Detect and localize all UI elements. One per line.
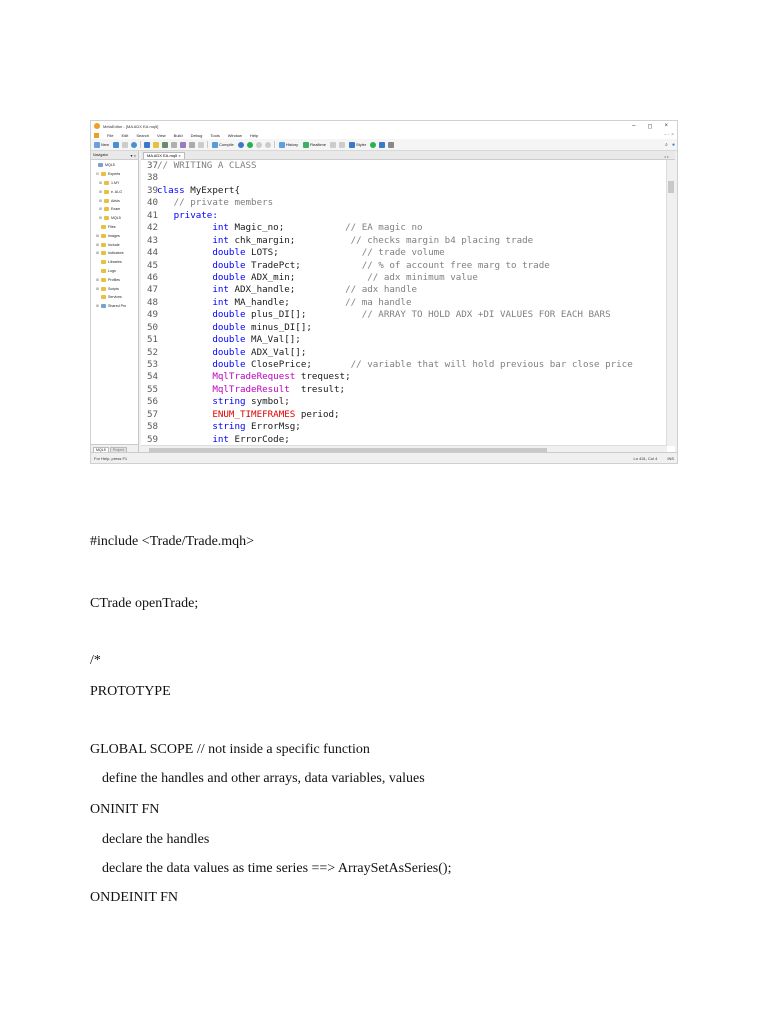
close-icon[interactable]: × xyxy=(664,122,668,129)
code-line[interactable] xyxy=(141,272,667,284)
code-line[interactable] xyxy=(141,396,667,408)
code-text xyxy=(157,322,312,334)
menu-file[interactable]: File xyxy=(107,132,114,138)
folder-icon xyxy=(101,260,106,264)
code-token: MyExpert{ xyxy=(190,184,240,196)
new-button[interactable] xyxy=(93,142,110,148)
line-number: 39 xyxy=(147,184,159,196)
folder-icon xyxy=(101,172,106,176)
file-tab-label: MA ADX EA.mq5 xyxy=(147,153,178,158)
navigator-item[interactable] xyxy=(93,275,138,284)
styler-label: Styler xyxy=(355,142,367,147)
history-label: History xyxy=(285,142,299,147)
tab-project[interactable]: Project xyxy=(110,447,127,453)
realtime-label: Realtime xyxy=(310,142,326,147)
code-token: MqlTradeResult xyxy=(157,383,301,395)
code-token: double xyxy=(157,334,252,346)
stop-icon[interactable] xyxy=(265,142,271,148)
code-area[interactable] xyxy=(141,160,667,446)
metaeditor-screenshot xyxy=(90,120,678,464)
navigator-item[interactable] xyxy=(93,187,138,196)
code-token: // ARRAY TO HOLD ADX +DI VALUES FOR EACH BARS xyxy=(361,309,611,321)
expand-icon[interactable]: ⊞ xyxy=(96,242,99,247)
code-token: LOTS; xyxy=(251,247,362,259)
code-token: Magic_no; xyxy=(234,222,346,234)
line-number: 53 xyxy=(147,359,159,370)
doc-include-line: #include <Trade/Trade.mqh> xyxy=(90,534,255,549)
expand-icon[interactable]: ⊞ xyxy=(96,304,99,309)
code-text xyxy=(157,297,411,309)
forward-icon[interactable] xyxy=(198,142,204,148)
navigator-item-label: Scripts xyxy=(108,286,119,291)
status-mode: INS xyxy=(667,455,674,461)
code-line[interactable] xyxy=(141,160,667,172)
code-line[interactable] xyxy=(141,284,667,296)
line-number: 47 xyxy=(147,284,159,296)
styler-button[interactable] xyxy=(348,142,367,148)
pin-icon[interactable]: ▾ × xyxy=(130,152,136,158)
code-line[interactable] xyxy=(141,222,667,234)
expand-icon[interactable]: ⊞ xyxy=(99,180,102,185)
line-number: 37 xyxy=(147,160,159,171)
line-number: 43 xyxy=(147,234,159,246)
code-text xyxy=(157,222,423,234)
line-number: 50 xyxy=(147,321,159,333)
code-token: // WRITING A CLASS xyxy=(157,160,257,171)
navigator-item[interactable] xyxy=(93,179,138,188)
line-number: 51 xyxy=(147,334,159,346)
navigator-item[interactable] xyxy=(93,170,138,179)
toolbar-divider xyxy=(207,141,208,148)
code-line[interactable] xyxy=(141,359,667,371)
styler-icon xyxy=(349,142,355,148)
toolbar-divider xyxy=(140,141,141,148)
code-token: double xyxy=(157,271,252,283)
doc-oninit-detail-1: declare the handles xyxy=(102,832,210,847)
menu-search[interactable]: Search xyxy=(136,132,150,138)
tab-mql5[interactable]: MQL5 xyxy=(93,447,109,453)
code-token: // ma handle xyxy=(345,296,412,308)
menu-debug[interactable]: Debug xyxy=(190,132,203,138)
code-token: // checks margin b4 placing trade xyxy=(350,234,534,246)
check-icon[interactable] xyxy=(370,142,376,148)
view-icon[interactable] xyxy=(162,142,168,148)
folder-icon xyxy=(104,190,109,194)
line-number: 44 xyxy=(147,247,159,259)
line-number: 59 xyxy=(147,433,159,445)
menu-edit[interactable]: Edit xyxy=(121,132,129,138)
code-text xyxy=(157,197,273,209)
line-number: 46 xyxy=(147,271,159,283)
code-token: chk_margin; xyxy=(234,234,351,246)
vertical-scrollbar[interactable] xyxy=(666,160,675,446)
code-token: int xyxy=(157,222,235,234)
code-text xyxy=(157,409,340,421)
doc-oninit-detail-2: declare the data values as time series ==> ArraySetAsSeries(); xyxy=(102,861,452,876)
status-help-text: For Help, press F1 xyxy=(94,455,128,461)
code-line[interactable] xyxy=(141,334,667,346)
code-token: ADX_handle; xyxy=(234,284,346,296)
calculator-icon[interactable] xyxy=(379,142,385,148)
save-icon[interactable] xyxy=(122,142,128,148)
navigator-item[interactable] xyxy=(93,240,138,249)
line-number: 45 xyxy=(147,259,159,271)
code-text xyxy=(157,347,306,359)
vertical-scroll-thumb[interactable] xyxy=(668,181,674,193)
folder-icon xyxy=(98,163,103,167)
navigator-item[interactable] xyxy=(93,267,138,276)
font-icon[interactable] xyxy=(171,142,177,148)
doc-global-scope-detail: define the handles and other arrays, data variables, values xyxy=(102,771,425,786)
new-label: New xyxy=(101,142,110,147)
code-token: int xyxy=(157,284,235,296)
code-line[interactable] xyxy=(141,421,667,433)
code-token: double xyxy=(157,359,252,370)
code-token: private: xyxy=(157,209,218,221)
doc-prototype-heading: PROTOTYPE xyxy=(90,684,171,699)
code-token: TradePct; xyxy=(251,259,362,271)
settings-icon[interactable] xyxy=(388,142,394,148)
navigator-item-label: Exam xyxy=(111,207,121,212)
code-text xyxy=(157,247,445,259)
doc-comment-open: /* xyxy=(90,653,101,668)
folder-icon xyxy=(101,225,106,229)
editor-tab-controls[interactable]: ◂ ▸ xyxy=(663,154,669,159)
code-token: // adx minimum value xyxy=(367,271,478,283)
code-line[interactable] xyxy=(141,197,667,209)
code-token: plus_DI[]; xyxy=(251,309,362,321)
code-token: ErrorMsg; xyxy=(251,421,301,433)
code-line[interactable] xyxy=(141,384,667,396)
code-line[interactable] xyxy=(141,347,667,359)
navigator-item-label: Indicators xyxy=(108,251,124,256)
code-token: minus_DI[]; xyxy=(251,321,312,333)
line-number: 58 xyxy=(147,421,159,433)
navigator-item[interactable] xyxy=(93,249,138,258)
navigator-item-label: Files xyxy=(108,224,116,229)
code-token: // adx handle xyxy=(345,284,418,296)
navigator-item[interactable] xyxy=(93,284,138,293)
editor-tabs xyxy=(141,151,675,160)
expand-icon[interactable]: ⊞ xyxy=(99,198,102,203)
code-token: string xyxy=(157,421,252,433)
toolbox-toggle-icon[interactable] xyxy=(153,142,159,148)
navigator-item-label: 1.MY xyxy=(111,180,120,185)
code-line[interactable] xyxy=(141,409,667,421)
navigator-item-label: MQL5 xyxy=(111,216,121,221)
realtime-icon xyxy=(303,142,309,148)
code-token: double xyxy=(157,321,252,333)
expand-icon[interactable]: ⊞ xyxy=(96,277,99,282)
code-token: int xyxy=(157,234,235,246)
code-token: ADX_min; xyxy=(251,271,368,283)
code-token: MA_handle; xyxy=(234,296,346,308)
navigator-item-label: Logs xyxy=(108,268,116,273)
code-text xyxy=(157,371,351,383)
code-token: MA_Val[]; xyxy=(251,334,301,346)
folder-icon xyxy=(101,234,106,238)
code-token: // EA magic no xyxy=(345,222,423,234)
navigator-item-label: Shared Pro xyxy=(108,304,127,309)
code-text xyxy=(157,272,478,284)
code-token: // trade volume xyxy=(361,247,445,259)
code-text xyxy=(157,309,611,321)
expand-icon[interactable]: ⊞ xyxy=(96,233,99,238)
code-text xyxy=(157,235,533,247)
code-line[interactable] xyxy=(141,322,667,334)
navigator-item-label: Experts xyxy=(108,172,121,177)
code-text xyxy=(157,396,290,408)
code-token: ENUM_TIMEFRAMES xyxy=(157,408,301,420)
code-text xyxy=(157,160,257,172)
folder-icon xyxy=(104,207,109,211)
navigator-item-label: Libraries xyxy=(108,260,122,265)
code-line[interactable] xyxy=(141,247,667,259)
code-text xyxy=(157,185,240,197)
maximize-icon[interactable]: ◻ xyxy=(647,123,653,130)
code-line[interactable] xyxy=(141,297,667,309)
profile-icon[interactable] xyxy=(330,142,336,148)
code-line[interactable] xyxy=(141,210,667,222)
code-token: ADX_Val[]; xyxy=(251,346,307,358)
line-number: 57 xyxy=(147,408,159,420)
search-icon[interactable]: ⌕ xyxy=(665,141,668,148)
realtime-button[interactable] xyxy=(302,142,327,148)
expand-icon[interactable]: ⊞ xyxy=(99,216,102,221)
code-line[interactable] xyxy=(141,309,667,321)
folder-icon xyxy=(101,304,106,308)
code-line[interactable] xyxy=(141,185,667,197)
code-token: int xyxy=(157,433,235,445)
expand-icon[interactable]: ⊞ xyxy=(99,189,102,194)
navigator-title: Navigator xyxy=(93,153,109,157)
open-icon[interactable] xyxy=(113,142,119,148)
code-token: // private members xyxy=(157,197,274,209)
minimize-icon[interactable]: – xyxy=(632,122,636,129)
navigator-item-label: Services xyxy=(108,295,122,300)
navigator-item[interactable] xyxy=(93,161,138,170)
navigator-item[interactable] xyxy=(93,258,138,267)
code-token: symbol; xyxy=(251,396,290,408)
navigator-panel xyxy=(91,151,139,455)
folder-icon xyxy=(101,243,106,247)
status-position: Ln 431, Col 4 xyxy=(633,455,658,461)
folder-icon xyxy=(101,295,106,299)
line-number: 48 xyxy=(147,296,159,308)
navigator-item-label: Advis xyxy=(111,198,120,203)
menu-bar xyxy=(91,131,677,139)
line-number: 54 xyxy=(147,371,159,383)
toolbar-divider xyxy=(274,141,275,148)
folder-icon xyxy=(104,181,109,185)
navigator-item-label: Profiles xyxy=(108,277,120,282)
expand-icon[interactable]: ⊞ xyxy=(96,251,99,256)
navigator-item[interactable] xyxy=(93,231,138,240)
code-text xyxy=(157,334,301,346)
code-text xyxy=(157,384,345,396)
code-line[interactable] xyxy=(141,371,667,383)
navigator-tree xyxy=(91,160,138,311)
folder-icon xyxy=(101,278,106,282)
expand-icon[interactable]: ⊟ xyxy=(96,172,99,177)
code-editor xyxy=(141,151,675,455)
line-number: 49 xyxy=(147,309,159,321)
navigator-toggle-icon[interactable] xyxy=(144,142,150,148)
code-text xyxy=(157,421,301,433)
expand-icon[interactable]: ⊞ xyxy=(96,286,99,291)
folder-icon xyxy=(104,216,109,220)
line-number: 52 xyxy=(147,346,159,358)
menu-app-icon xyxy=(94,133,99,138)
folder-icon xyxy=(101,269,106,273)
line-number: 40 xyxy=(147,197,159,209)
menu-tools[interactable]: Tools xyxy=(210,132,220,138)
code-token: class xyxy=(157,184,191,196)
code-token: MqlTradeRequest xyxy=(157,371,301,383)
pause-icon[interactable] xyxy=(256,142,262,148)
back-icon[interactable] xyxy=(189,142,195,148)
line-number: 41 xyxy=(147,209,159,221)
navigator-item[interactable] xyxy=(93,293,138,302)
code-token: int xyxy=(157,296,235,308)
navigator-header xyxy=(91,151,138,160)
line-number: 42 xyxy=(147,222,159,234)
doc-ondeinit-heading: ONDEINIT FN xyxy=(90,890,179,905)
navigator-item[interactable] xyxy=(93,223,138,232)
code-text xyxy=(157,210,218,222)
code-line[interactable] xyxy=(141,260,667,272)
line-number: 56 xyxy=(147,396,159,408)
folder-icon xyxy=(104,199,109,203)
navigator-item[interactable] xyxy=(93,214,138,223)
code-text xyxy=(157,284,417,296)
history-button[interactable] xyxy=(278,142,299,148)
menu-help[interactable]: Help xyxy=(249,132,259,138)
compile-icon xyxy=(212,142,218,148)
menu-build[interactable]: Build xyxy=(173,132,183,138)
new-file-icon xyxy=(94,142,100,148)
menu-window-controls[interactable]: – ▫ × xyxy=(663,132,674,138)
folder-icon xyxy=(101,251,106,255)
start-real-icon[interactable] xyxy=(247,142,253,148)
code-token: double xyxy=(157,309,252,321)
code-token: ClosePrice; xyxy=(251,359,351,370)
line-number: 55 xyxy=(147,383,159,395)
function-icon[interactable] xyxy=(180,142,186,148)
title-bar xyxy=(91,121,677,131)
code-token: double xyxy=(157,247,252,259)
code-token: // % of account free marg to trade xyxy=(361,259,550,271)
compile-label: Compile xyxy=(219,142,234,147)
window-title: MetaEditor - [MA ADX EA.mq5] xyxy=(103,123,159,129)
code-token: double xyxy=(157,346,252,358)
navigator-item[interactable] xyxy=(93,205,138,214)
code-token: ErrorCode; xyxy=(234,433,290,445)
history-icon xyxy=(279,142,285,148)
code-line[interactable] xyxy=(141,172,667,184)
tab-ma-adx-ea[interactable]: MA ADX EA.mq5 × xyxy=(143,152,185,159)
menu-view[interactable]: View xyxy=(157,132,166,138)
doc-global-scope-heading: GLOBAL SCOPE // not inside a specific function xyxy=(90,742,370,757)
navigator-item-label: Include xyxy=(108,242,120,247)
start-debug-icon[interactable] xyxy=(238,142,244,148)
code-token: tresult; xyxy=(300,383,346,395)
navigator-item-label: Images xyxy=(108,233,120,238)
copy-icon[interactable] xyxy=(339,142,345,148)
code-token: trequest; xyxy=(300,371,351,383)
navigator-item[interactable] xyxy=(93,302,138,311)
menu-window[interactable]: Window xyxy=(227,132,242,138)
metaeditor-app-icon xyxy=(94,123,100,129)
folder-icon xyxy=(101,287,106,291)
doc-ctrade-line: CTrade openTrade; xyxy=(90,596,199,611)
code-text xyxy=(157,260,550,272)
code-token: // variable that will hold previous bar close price xyxy=(350,359,633,370)
code-text xyxy=(157,359,633,371)
navigator-item-label: e. ALG xyxy=(111,189,122,194)
doc-oninit-heading: ONINIT FN xyxy=(90,802,160,817)
code-token: double xyxy=(157,259,252,271)
code-line[interactable] xyxy=(141,235,667,247)
status-bar xyxy=(91,452,677,463)
line-number: 38 xyxy=(147,172,159,184)
navigator-item[interactable] xyxy=(93,196,138,205)
code-token: period; xyxy=(300,408,340,420)
refresh-icon[interactable] xyxy=(131,142,137,148)
navigator-item-label: MQL5 xyxy=(105,163,115,168)
expand-icon[interactable]: ⊞ xyxy=(99,207,102,212)
community-icon[interactable]: ● xyxy=(671,141,675,148)
compile-button[interactable] xyxy=(211,142,235,148)
toolbar xyxy=(91,139,677,151)
code-token: string xyxy=(157,396,252,408)
